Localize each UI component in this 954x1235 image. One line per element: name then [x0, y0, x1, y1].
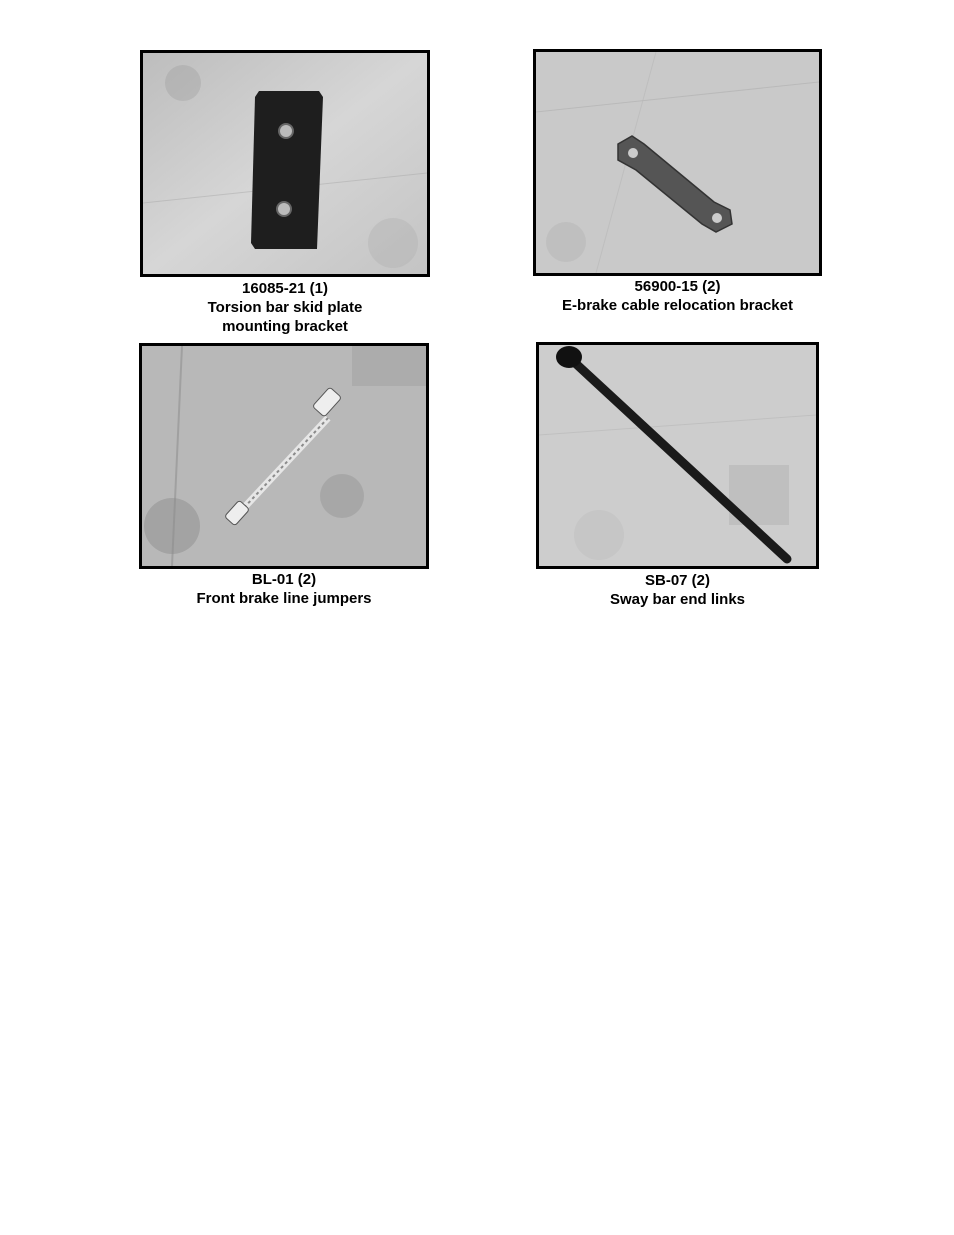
part-description: E-brake cable relocation bracket: [562, 297, 793, 314]
sway-bar-rod-icon: [539, 345, 816, 566]
part-photo-torsion-bracket: [140, 50, 430, 277]
bracket-plate-icon: [143, 53, 427, 274]
brake-hose-icon: [142, 346, 426, 566]
part-description: mounting bracket: [222, 318, 348, 335]
part-caption-sway-bar-link: [536, 571, 819, 609]
part-photo-sway-bar-link: [536, 342, 819, 569]
part-number: 56900-15 (2): [634, 278, 721, 295]
part-number: SB-07 (2): [644, 572, 711, 589]
strap-bracket-icon: [536, 52, 819, 273]
part-photo-ebrake-bracket: [533, 49, 822, 276]
part-description: Front brake line jumpers: [196, 590, 372, 607]
part-caption-ebrake-bracket: [533, 277, 822, 315]
part-number: BL-01 (2): [251, 571, 317, 588]
part-number: 16085-21 (1): [242, 280, 328, 297]
part-photo-brake-line: [139, 343, 429, 569]
part-caption-brake-line: [139, 570, 429, 608]
part-description: Sway bar end links: [609, 591, 746, 608]
part-description: Torsion bar skid plate: [207, 299, 363, 316]
part-caption-torsion-bracket: [140, 279, 430, 336]
